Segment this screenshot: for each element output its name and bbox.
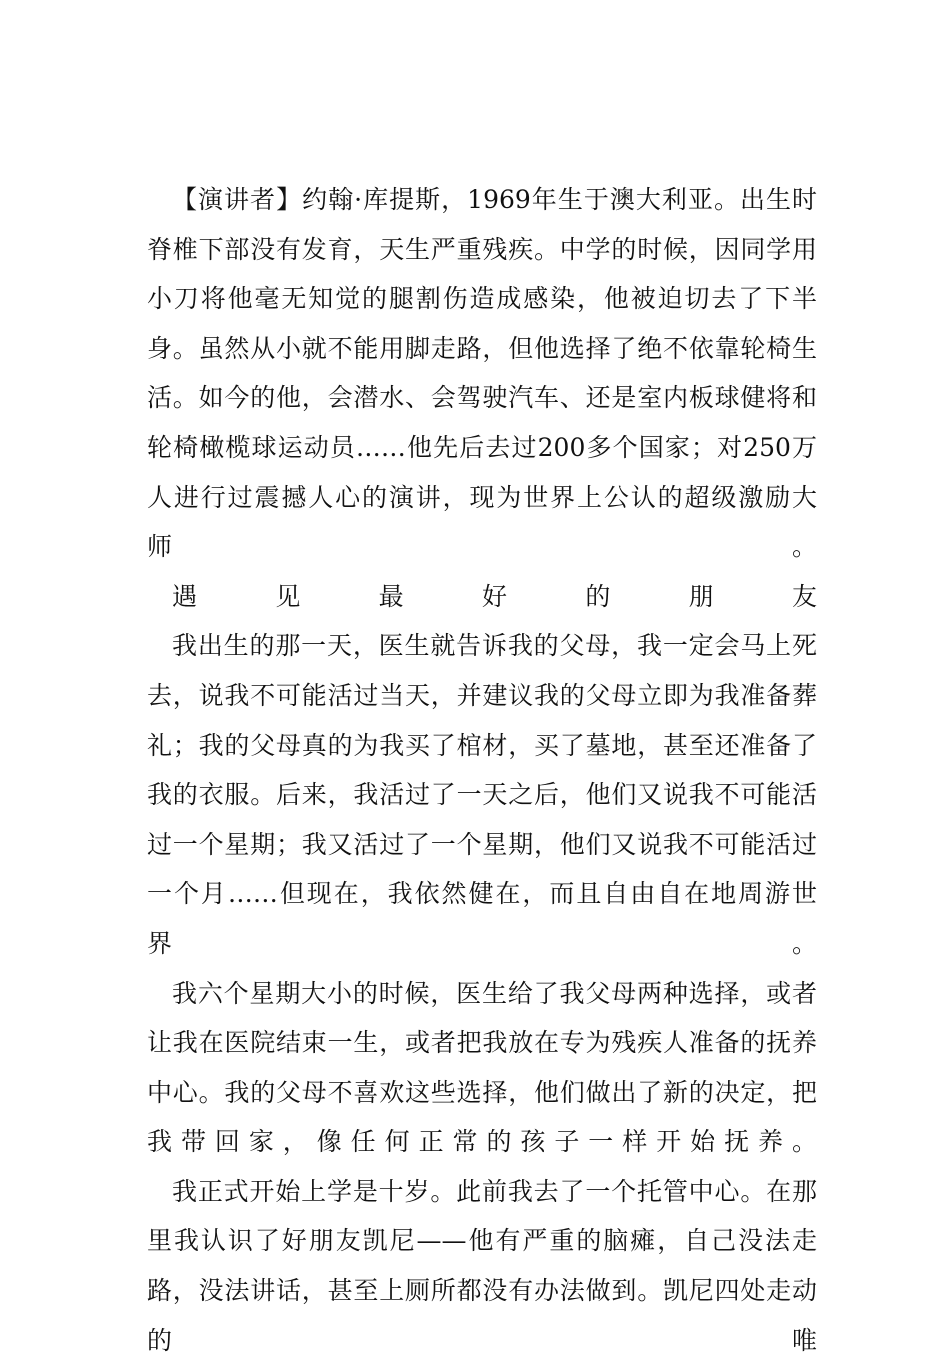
body-paragraph-birth: 我出生的那一天，医生就告诉我的父母，我一定会马上死去，说我不可能活过当天，并建议我的父母立即为我准备葬礼；我的父母真的为我买了棺材，买了墓地，甚至还准备了我的衣服。后来，我活过了一天之后，他们又说我不可能活过一个星期；我又活过了一个星期，他们又说我不可能活过一个月……但现在，我依然健在，而且自由自在地周游世界。 [147, 631, 817, 958]
section-heading: 遇见最好的朋友 [172, 581, 817, 611]
intro-paragraph: 【演讲者】约翰·库提斯，1969年生于澳大利亚。出生时脊椎下部没有发育，天生严重残疾。中学的时候，因同学用小刀将他毫无知觉的腿割伤造成感染，他被迫切去了下半身。虽然从小就不能用脚走路，但他选择了绝不依靠轮椅生活。如今的他，会潜水、会驾驶汽车、还是室内板球健将和轮椅橄榄球运动员……他先后去过200多个国家；对250万人进行过震撼人心的演讲，现为世界上公认的超级激励大师。 [147, 185, 817, 562]
body-paragraph-school: 我正式开始上学是十岁。此前我去了一个托管中心。在那里我认识了好朋友凯尼——他有严重的脑瘫，自己没法走路，没法讲话，甚至上厕所都没有办法做到。凯尼四处走动的唯 [147, 1176, 817, 1355]
body-paragraph-six-weeks: 我六个星期大小的时候，医生给了我父母两种选择，或者让我在医院结束一生，或者把我放在专为残疾人准备的抚养中心。我的父母不喜欢这些选择，他们做出了新的决定，把我带回家，像任何正常的孩子一样开始抚养。 [147, 978, 817, 1157]
document-body [147, 175, 817, 1365]
